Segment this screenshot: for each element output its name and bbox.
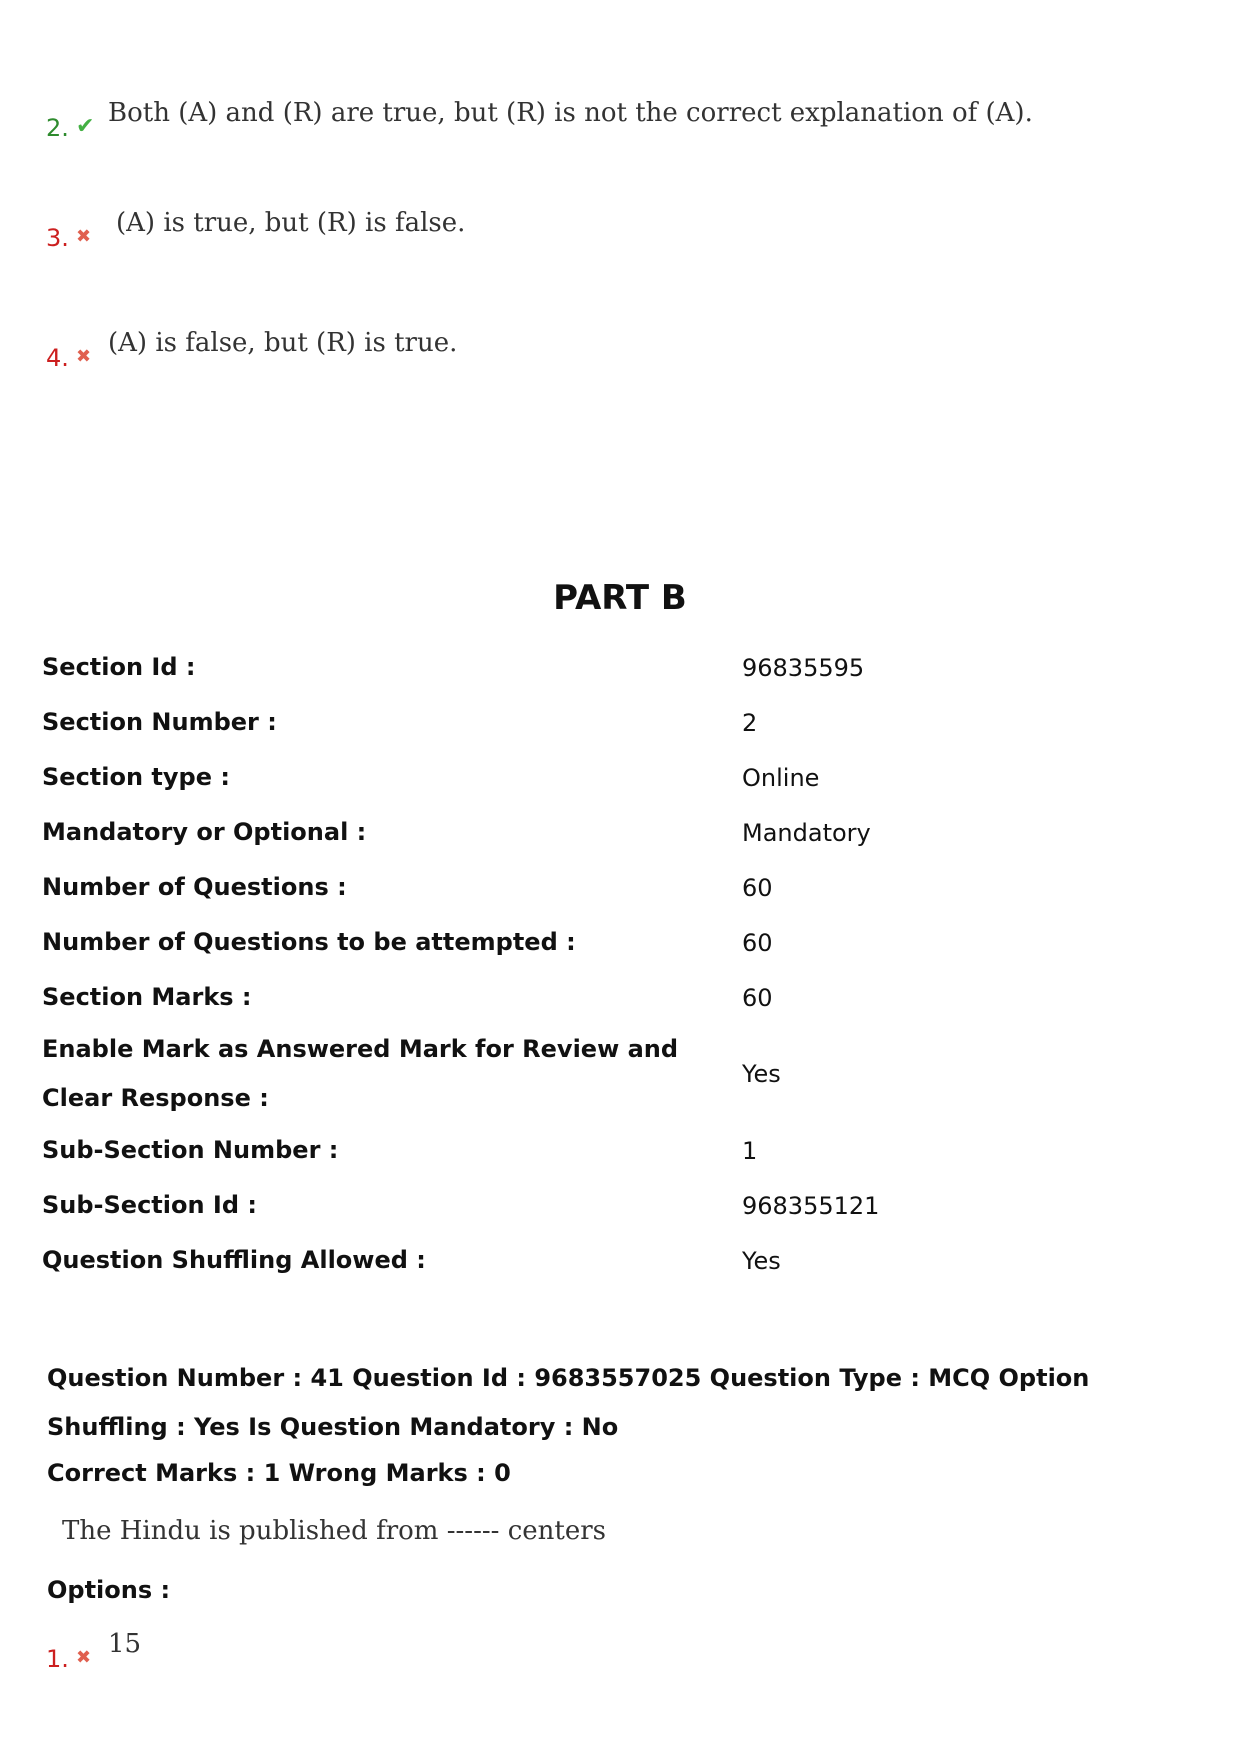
info-row (42, 750, 1202, 805)
info-label: Number of Questions to be attempted : (42, 928, 576, 956)
info-value: 968355121 (742, 1191, 880, 1220)
option-number: 3. (46, 224, 69, 252)
option-number: 2. (46, 114, 69, 142)
cross-icon: ✖ (76, 1647, 92, 1668)
info-label: Enable Mark as Answered Mark for Review and Clear Response : (42, 1035, 679, 1112)
info-label: Section Id : (42, 653, 196, 681)
info-label: Question Shuffling Allowed : (42, 1246, 426, 1274)
option-2 (46, 98, 1033, 142)
info-row (42, 1233, 1202, 1288)
info-label: Number of Questions : (42, 873, 347, 901)
info-row (42, 1178, 1202, 1233)
info-row (42, 1025, 1202, 1123)
info-row (42, 915, 1202, 970)
info-value: Yes (742, 1060, 781, 1088)
info-value: 1 (742, 1136, 758, 1165)
question-marks: Correct Marks : 1 Wrong Marks : 0 (47, 1459, 511, 1487)
info-row (42, 860, 1202, 915)
question-text: The Hindu is published from ------ centers (62, 1516, 606, 1546)
info-row (42, 640, 1202, 695)
info-label: Mandatory or Optional : (42, 818, 367, 846)
option-number: 4. (46, 344, 69, 372)
info-label: Section Marks : (42, 983, 252, 1011)
info-row (42, 970, 1202, 1025)
info-row (42, 695, 1202, 750)
info-value: 96835595 (742, 653, 865, 682)
option-number: 1. (46, 1645, 69, 1673)
option-3 (46, 208, 466, 252)
info-value: Mandatory (742, 818, 871, 847)
info-label: Section type : (42, 763, 230, 791)
option-text: (A) is false, but (R) is true. (108, 328, 458, 358)
info-row (42, 805, 1202, 860)
info-value: 60 (742, 983, 773, 1012)
info-label: Section Number : (42, 708, 277, 736)
cross-icon: ✖ (76, 226, 92, 247)
option-text: 15 (108, 1629, 142, 1659)
option-1 (46, 1629, 142, 1673)
info-label: Sub-Section Id : (42, 1191, 257, 1219)
option-4 (46, 328, 458, 372)
option-text: Both (A) and (R) are true, but (R) is not the correct explanation of (A). (108, 98, 1033, 128)
info-value: 60 (742, 928, 773, 957)
check-icon: ✔ (76, 114, 95, 139)
info-value: 2 (742, 708, 758, 737)
options-label: Options : (47, 1576, 171, 1604)
info-label: Sub-Section Number : (42, 1136, 339, 1164)
section-info-table (42, 640, 1202, 1288)
cross-icon: ✖ (76, 346, 92, 367)
info-value: 60 (742, 873, 773, 902)
part-title: PART B (553, 578, 687, 618)
info-row (42, 1123, 1202, 1178)
option-text: (A) is true, but (R) is false. (116, 208, 466, 238)
info-value: Online (742, 763, 820, 792)
info-value: Yes (742, 1246, 781, 1275)
question-header: Question Number : 41 Question Id : 9683557025 Question Type : MCQ Option Shuffling : Yes Is Question Mandatory : No (47, 1364, 1090, 1441)
